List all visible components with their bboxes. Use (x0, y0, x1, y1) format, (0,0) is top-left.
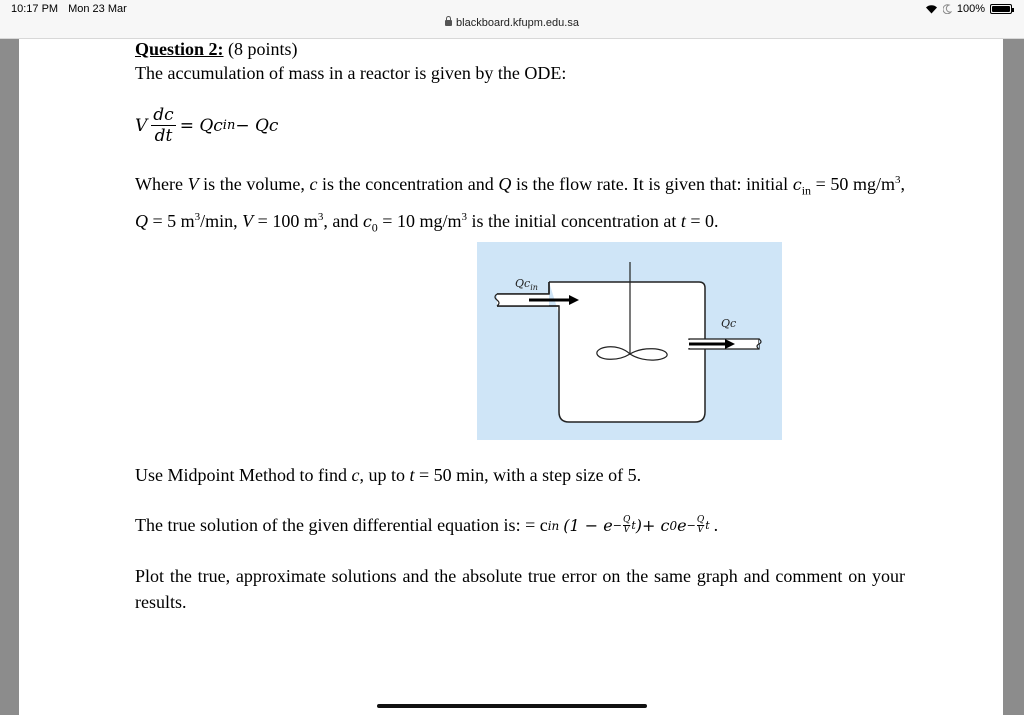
ode-den: dt (154, 126, 173, 146)
question-heading (135, 39, 298, 60)
ode-lhs-var: V (135, 115, 148, 136)
status-bar (0, 0, 1024, 39)
battery-percent: 100% (956, 3, 985, 15)
intro-text: The accumulation of mass in a reactor is given by the ODE: (135, 63, 567, 83)
midpoint-instruction: Use Midpoint Method to find c, up to t = 50 min, with a step size of 5. (135, 465, 642, 485)
question-points: (8 points) (228, 39, 298, 59)
given-parameters: Where V is the volume, c is the concentration and Q is the flow rate. It is given that: initial $c_{in} = 50$ $mg/m^3$, Q = 5 $m^3/\min$, V = 100 $m^3$, and $c_0 = 10$ $mg/m^3$ is the initial concentration at t = 0. (135, 174, 905, 235)
address-bar[interactable] (0, 17, 1024, 29)
status-time: 10:17 PM Mon 23 Mar (11, 3, 127, 15)
lock-icon (445, 20, 452, 26)
status-right (925, 3, 1012, 15)
battery-icon (990, 4, 1012, 14)
document-page (19, 39, 1003, 715)
wifi-icon (925, 4, 938, 14)
question-label: Question 2: (135, 39, 224, 59)
ode-rhs: = Qc (179, 115, 223, 136)
ode-equation (135, 105, 278, 146)
moon-icon (943, 4, 952, 14)
ode-derivative (151, 105, 175, 146)
reactor-figure (477, 242, 782, 440)
reactor-diagram (477, 242, 782, 440)
exponent-2: − $\frac{Q}{V}$ t (686, 515, 710, 535)
exponent-1: − $\frac{Q}{V}$ t (612, 515, 636, 535)
ode-rhs-sub: in (222, 118, 236, 133)
plot-instruction: Plot the true, approximate solutions and the absolute true error on the same graph and comment on your results. (135, 566, 905, 612)
ode-rhs-tail: − Qc (235, 115, 279, 136)
inflow-label: $Qc_{in}$ (515, 277, 538, 292)
url-text: blackboard.kfupm.edu.sa (456, 17, 579, 29)
outflow-label: Qc (721, 317, 737, 330)
ode-num: dc (153, 105, 174, 125)
status-date: Mon 23 Mar (68, 3, 127, 15)
true-solution: The true solution of the given differential equation is: = c in (1 − e − $\frac{Q}{V}$ t ) + c 0 e − $\frac{Q}{V}$ t . (135, 515, 719, 535)
home-indicator[interactable] (377, 704, 647, 708)
